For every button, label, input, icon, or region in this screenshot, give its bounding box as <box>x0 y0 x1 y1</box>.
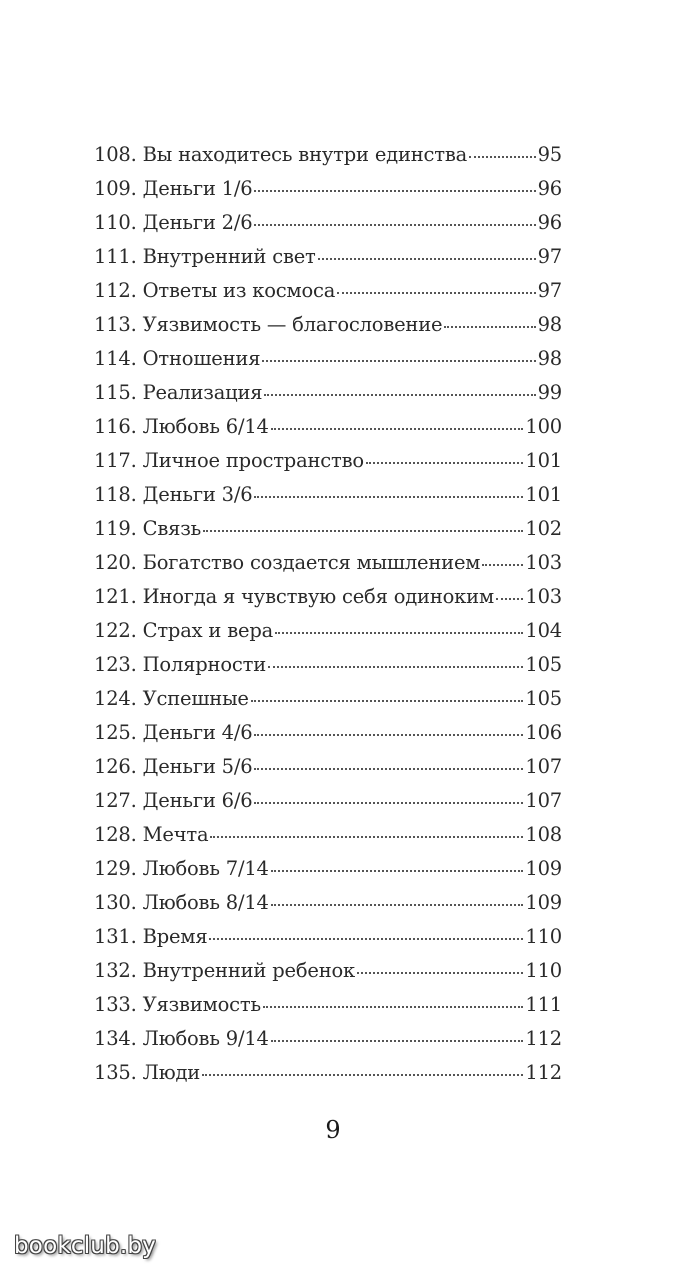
toc-entry <box>94 444 562 478</box>
toc-entry-page: 112 <box>525 1061 562 1084</box>
toc-entry <box>94 342 562 376</box>
toc-entry-title: Любовь 8/14 <box>142 891 269 914</box>
toc-entry-title: Мечта <box>142 823 209 846</box>
dot-leader <box>271 427 524 430</box>
toc-entry <box>94 240 562 274</box>
toc-entry <box>94 818 562 852</box>
toc-entry-page: 107 <box>525 789 562 812</box>
toc-entry-number: 118. <box>94 483 137 506</box>
toc-entry-title: Люди <box>142 1061 201 1084</box>
toc-entry-title: Реализация <box>142 381 263 404</box>
toc-entry-number: 128. <box>94 823 137 846</box>
toc-entry-title: Вы находитесь внутри единства <box>142 143 468 166</box>
toc-entry-number: 113. <box>94 313 137 336</box>
toc-entry-number: 127. <box>94 789 137 812</box>
toc-entry <box>94 410 562 444</box>
toc-entry <box>94 648 562 682</box>
dot-leader <box>254 733 523 736</box>
page-number: 9 <box>325 1116 341 1144</box>
toc-entry-number: 125. <box>94 721 137 744</box>
dot-leader <box>271 1039 524 1042</box>
toc-entry-number: 132. <box>94 959 137 982</box>
toc-entry-page: 98 <box>537 313 562 336</box>
toc-entry-page: 98 <box>537 347 562 370</box>
toc-entry-title: Страх и вера <box>142 619 274 642</box>
dot-leader <box>496 597 523 600</box>
toc-entry-number: 122. <box>94 619 137 642</box>
toc-entry-number: 126. <box>94 755 137 778</box>
toc-entry-number: 121. <box>94 585 137 608</box>
toc-entry-title: Отношения <box>142 347 261 370</box>
toc-entry-page: 96 <box>537 177 562 200</box>
toc-entry-title: Деньги 2/6 <box>142 211 253 234</box>
toc-entry-title: Полярности <box>142 653 266 676</box>
toc-entry <box>94 274 562 308</box>
toc-entry-page: 109 <box>525 891 562 914</box>
toc-entry-title: Время <box>142 925 208 948</box>
toc-entry-number: 111. <box>94 245 137 268</box>
toc-entry-page: 104 <box>525 619 562 642</box>
toc-entry <box>94 308 562 342</box>
dot-leader <box>254 495 523 498</box>
watermark-logo: bookclub.by <box>14 1233 156 1259</box>
toc-entry-title: Деньги 4/6 <box>142 721 253 744</box>
toc-entry-number: 133. <box>94 993 137 1016</box>
toc-entry-title: Любовь 6/14 <box>142 415 269 438</box>
toc-entry-page: 110 <box>525 925 562 948</box>
toc-entry-number: 109. <box>94 177 137 200</box>
toc-entry-title: Уязвимость <box>142 993 261 1016</box>
toc-entry <box>94 138 562 172</box>
toc-entry <box>94 546 562 580</box>
toc-entry-page: 103 <box>525 585 562 608</box>
toc-entry <box>94 988 562 1022</box>
toc-entry-number: 129. <box>94 857 137 880</box>
toc-entry-number: 115. <box>94 381 137 404</box>
dot-leader <box>366 461 523 464</box>
dot-leader <box>444 325 535 328</box>
toc-entry <box>94 512 562 546</box>
toc-entry-page: 101 <box>525 449 562 472</box>
dot-leader <box>254 801 523 804</box>
toc-entry-title: Деньги 6/6 <box>142 789 253 812</box>
dot-leader <box>482 563 523 566</box>
toc-entry-number: 116. <box>94 415 137 438</box>
toc-entry-page: 97 <box>537 279 562 302</box>
dot-leader <box>254 767 523 770</box>
toc-entry <box>94 614 562 648</box>
toc-entry-number: 114. <box>94 347 137 370</box>
dot-leader <box>263 1005 524 1008</box>
toc-entry <box>94 852 562 886</box>
toc-entry <box>94 682 562 716</box>
dot-leader <box>469 155 536 158</box>
dot-leader <box>357 971 523 974</box>
toc-entry-title: Связь <box>142 517 202 540</box>
dot-leader <box>209 937 523 940</box>
dot-leader <box>337 291 535 294</box>
toc-entry <box>94 580 562 614</box>
table-of-contents <box>94 138 562 1090</box>
toc-entry <box>94 886 562 920</box>
dot-leader <box>275 631 523 634</box>
dot-leader <box>271 903 524 906</box>
toc-entry-number: 134. <box>94 1027 137 1050</box>
toc-entry-number: 135. <box>94 1061 137 1084</box>
dot-leader <box>251 699 524 702</box>
dot-leader <box>210 835 523 838</box>
toc-entry-title: Внутренний ребенок <box>142 959 356 982</box>
toc-entry-page: 105 <box>525 653 562 676</box>
toc-entry <box>94 1022 562 1056</box>
toc-entry <box>94 1056 562 1090</box>
toc-entry-page: 109 <box>525 857 562 880</box>
toc-entry-page: 111 <box>525 993 562 1016</box>
toc-entry-title: Личное пространство <box>142 449 364 472</box>
toc-entry <box>94 376 562 410</box>
toc-entry-number: 108. <box>94 143 137 166</box>
toc-entry-number: 119. <box>94 517 137 540</box>
toc-entry <box>94 920 562 954</box>
toc-entry-number: 120. <box>94 551 137 574</box>
toc-entry-title: Успешные <box>142 687 249 710</box>
toc-entry-number: 130. <box>94 891 137 914</box>
toc-entry <box>94 478 562 512</box>
toc-entry-number: 124. <box>94 687 137 710</box>
toc-entry-title: Деньги 3/6 <box>142 483 253 506</box>
dot-leader <box>254 189 535 192</box>
toc-entry-page: 99 <box>537 381 562 404</box>
dot-leader <box>264 393 535 396</box>
toc-entry-page: 112 <box>525 1027 562 1050</box>
toc-entry-page: 97 <box>537 245 562 268</box>
toc-entry-page: 95 <box>537 143 562 166</box>
toc-entry-page: 108 <box>525 823 562 846</box>
toc-entry-page: 107 <box>525 755 562 778</box>
toc-entry <box>94 784 562 818</box>
toc-entry-title: Богатство создается мышлением <box>142 551 481 574</box>
toc-entry-title: Внутренний свет <box>142 245 316 268</box>
toc-entry-title: Любовь 7/14 <box>142 857 269 880</box>
dot-leader <box>254 223 535 226</box>
toc-entry-page: 103 <box>525 551 562 574</box>
dot-leader <box>203 529 523 532</box>
toc-entry-number: 123. <box>94 653 137 676</box>
toc-entry <box>94 716 562 750</box>
toc-entry <box>94 206 562 240</box>
toc-entry-title: Деньги 5/6 <box>142 755 253 778</box>
toc-entry-title: Иногда я чувствую себя одиноким <box>142 585 494 608</box>
toc-entry-number: 131. <box>94 925 137 948</box>
toc-entry-page: 105 <box>525 687 562 710</box>
dot-leader <box>202 1073 523 1076</box>
dot-leader <box>318 257 536 260</box>
toc-entry-number: 110. <box>94 211 137 234</box>
dot-leader <box>262 359 535 362</box>
toc-entry-page: 106 <box>525 721 562 744</box>
toc-entry <box>94 750 562 784</box>
toc-entry-page: 102 <box>525 517 562 540</box>
toc-entry-page: 96 <box>537 211 562 234</box>
dot-leader <box>271 869 524 872</box>
toc-entry <box>94 954 562 988</box>
toc-entry <box>94 172 562 206</box>
toc-entry-page: 100 <box>525 415 562 438</box>
toc-entry-title: Деньги 1/6 <box>142 177 253 200</box>
toc-entry-title: Любовь 9/14 <box>142 1027 269 1050</box>
toc-entry-page: 101 <box>525 483 562 506</box>
dot-leader <box>268 665 523 668</box>
toc-entry-number: 112. <box>94 279 137 302</box>
toc-entry-number: 117. <box>94 449 137 472</box>
toc-entry-title: Уязвимость — благословение <box>142 313 443 336</box>
toc-entry-page: 110 <box>525 959 562 982</box>
toc-entry-title: Ответы из космоса <box>142 279 336 302</box>
